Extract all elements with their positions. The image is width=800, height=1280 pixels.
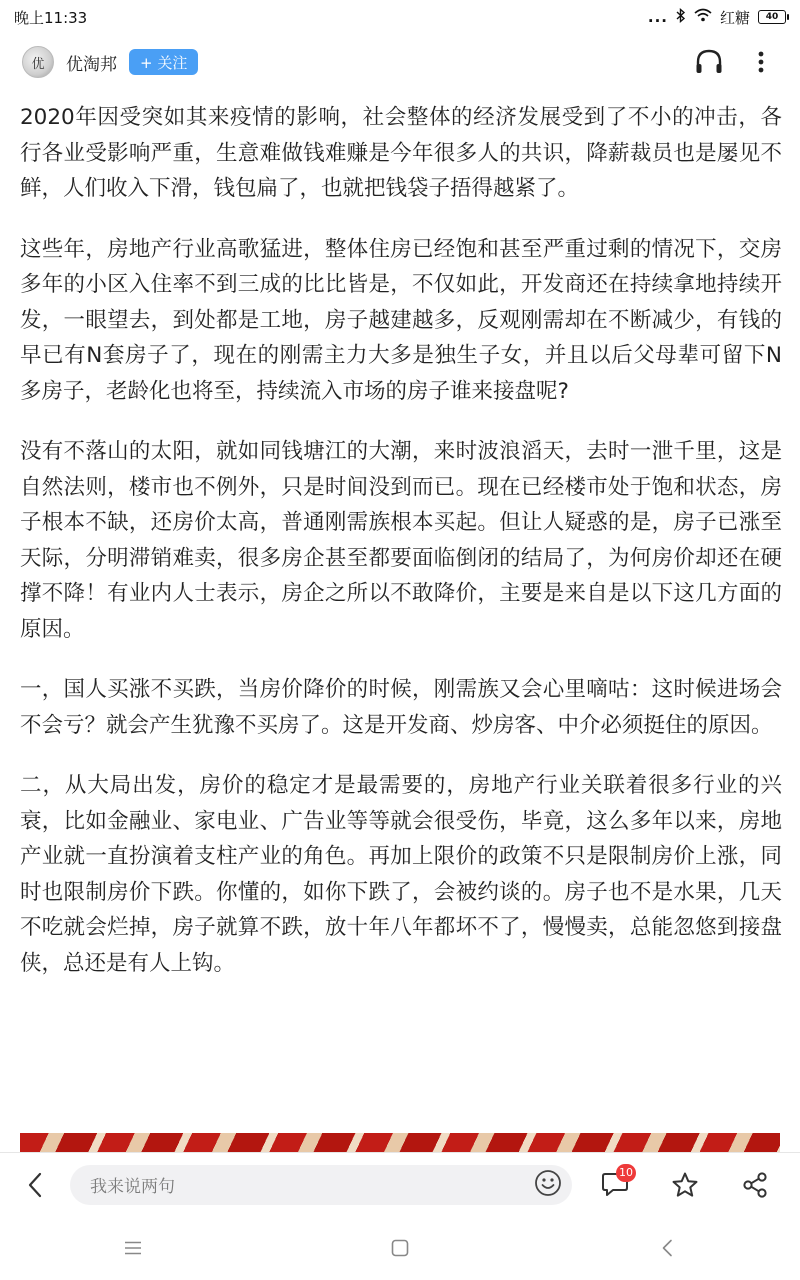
article-paragraph: 一，国人买涨不买跌，当房价降价的时候，刚需族又会心里嘀咕：这时候进场会不会亏？就会产生犹豫不买房了。这是开发商、炒房客、中介必须挺住的原因。 <box>20 677 782 738</box>
article-paragraph: 二，从大局出发，房价的稳定才是最需要的，房地产行业关联着很多行业的兴衰，比如金融业、家电业、广告业等等就会很受伤，毕竟，这么多年以来，房地产业就一直扮演着支柱产业的角色。再加上限价的政策不只是限制房价上涨，同时也限制房价下跌。你懂的，如你下跌了，会被约谈的。房子也不是水果，几天不吃就会烂掉，房子就算不跌，放十年八年都坏不了，慢慢卖，总能忽悠到接盘侠，总还是有人上钩。 <box>20 773 782 976</box>
comment-count-badge: 10 <box>616 1164 636 1182</box>
status-bar <box>0 0 800 34</box>
more-vertical-icon[interactable] <box>744 45 778 79</box>
menu-icon[interactable] <box>93 1216 173 1280</box>
bluetooth-icon <box>676 8 686 27</box>
status-dots: ... <box>647 8 668 26</box>
comment-input[interactable] <box>70 1165 572 1205</box>
comment-placeholder: 我来说两句 <box>90 1177 175 1197</box>
bottom-action-bar <box>0 1152 800 1216</box>
back-chevron-icon[interactable] <box>0 1153 70 1217</box>
share-icon[interactable] <box>720 1153 790 1217</box>
author-name[interactable]: 优淘邦 <box>66 54 117 75</box>
article-header <box>0 34 800 90</box>
article-body <box>20 100 782 1006</box>
follow-label: + 关注 <box>140 53 188 72</box>
avatar[interactable] <box>22 46 54 78</box>
back-icon[interactable] <box>627 1216 707 1280</box>
status-icons <box>648 7 786 28</box>
battery-icon <box>758 10 786 24</box>
carrier-name: 红糖 <box>719 8 750 27</box>
system-nav-bar <box>0 1216 800 1280</box>
battery-level: 40 <box>765 11 779 22</box>
avatar-glyph: 优 <box>31 56 45 72</box>
emoji-icon[interactable] <box>534 1169 562 1201</box>
article-paragraph: 2020年因受突如其来疫情的影响，社会整体的经济发展受到了不小的冲击，各行各业受影响严重，生意难做钱难赚是今年很多人的共识，降薪裁员也是屡见不鲜，人们收入下滑，钱包扁了，也就把钱袋子捂得越紧了。 <box>20 105 782 201</box>
star-icon[interactable] <box>650 1153 720 1217</box>
status-time: 晚上11:33 <box>14 8 88 27</box>
home-square-icon[interactable] <box>360 1216 440 1280</box>
headphones-icon[interactable] <box>692 45 726 79</box>
wifi-icon <box>694 8 712 26</box>
article-paragraph: 没有不落山的太阳，就如同钱塘江的大潮，来时波浪滔天，去时一泄千里，这是自然法则，楼市也不例外，只是时间没到而已。现在已经楼市处于饱和状态，房子根本不缺，还房价太高，普通刚需族根本买起。但让人疑惑的是，房子已涨至天际，分明滞销难卖，很多房企甚至都要面临倒闭的结局了，为何房价却还在硬撑不降！有业内人士表示，房企之所以不敢降价，主要是来自是以下这几方面的原因。 <box>20 439 782 642</box>
follow-button[interactable] <box>129 49 198 75</box>
article-paragraph: 这些年，房地产行业高歌猛进，整体住房已经饱和甚至严重过剩的情况下，交房多年的小区入住率不到三成的比比皆是，不仅如此，开发商还在持续拿地持续开发，一眼望去，到处都是工地，房子越建越多，反观刚需却在不断减少，有钱的早已有N套房子了，现在的刚需主力大多是独生子女，并且以后父母辈可留下N多房子，老龄化也将至，持续流入市场的房子谁来接盘呢? <box>20 236 782 404</box>
comment-button[interactable] <box>580 1153 650 1217</box>
